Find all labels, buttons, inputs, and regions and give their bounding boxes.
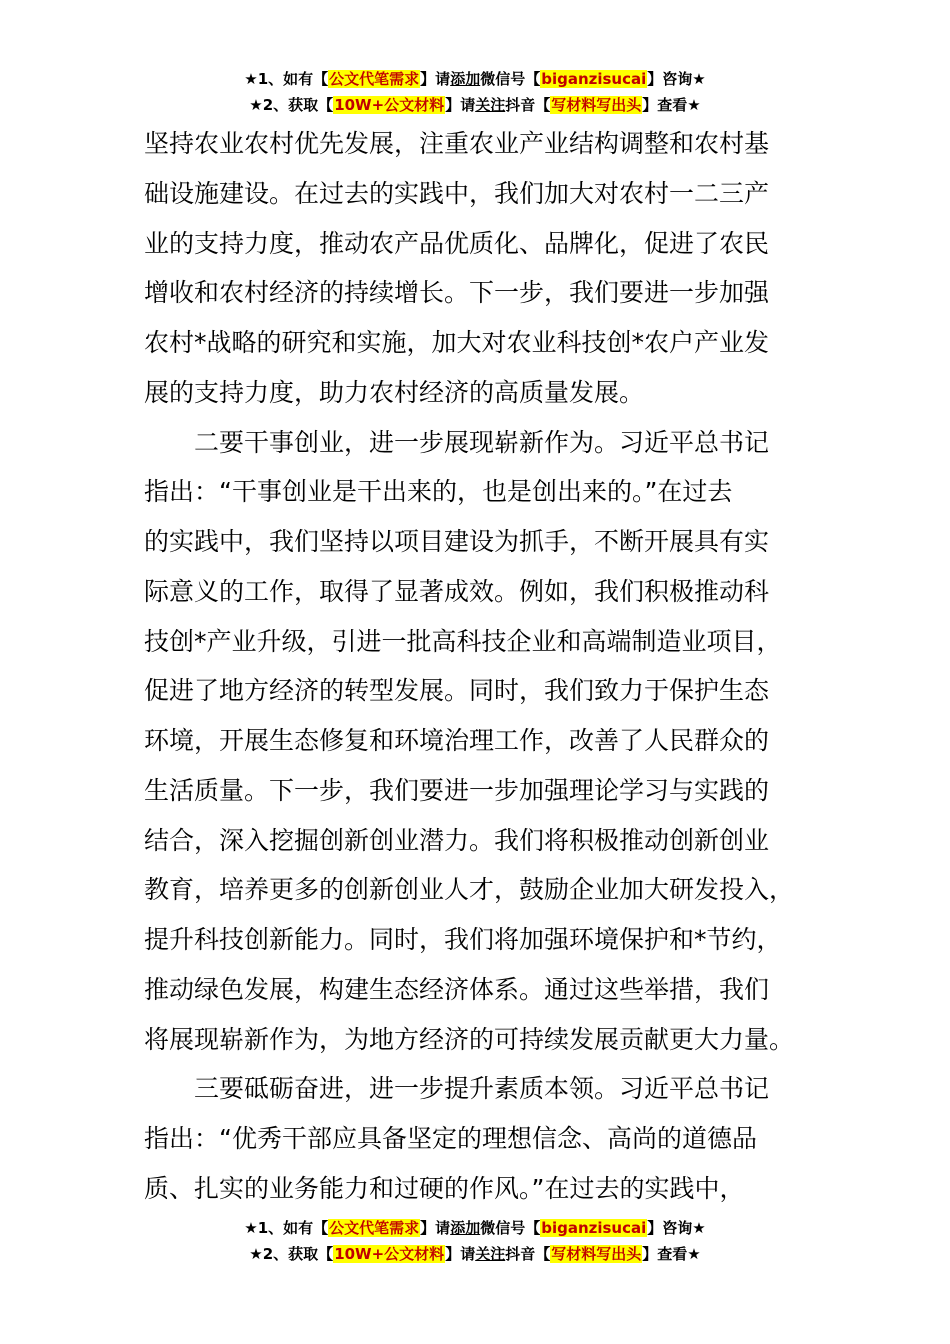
- promo-text: 】请: [420, 70, 451, 88]
- header-promo-banner: [0, 66, 950, 118]
- promo-highlight: 10W+公文材料: [334, 96, 445, 114]
- promo-underlined: 关注: [475, 1245, 506, 1263]
- promo-text: 微信号【: [480, 1219, 541, 1237]
- body-line: 质、扎实的业务能力和过硬的作风。”在过去的实践中，: [144, 1173, 745, 1203]
- paragraph-start-line: 三要砥砺奋进，进一步提升素质本领。习近平总书记: [144, 1074, 770, 1104]
- promo-wechat-id: biganzisucai: [541, 1219, 647, 1237]
- promo-underlined: 添加: [450, 70, 481, 88]
- body-line: 促进了地方经济的转型发展。同时，我们致力于保护生态: [144, 676, 770, 706]
- promo-highlight: 公文代笔需求: [329, 70, 420, 88]
- body-line: 教育，培养更多的创新创业人才，鼓励企业加大研发投入，: [144, 875, 795, 905]
- promo-text: ★1、如有【: [244, 70, 329, 88]
- promo-text: 抖音【: [505, 1245, 551, 1263]
- promo-text: 抖音【: [505, 96, 551, 114]
- body-line: 指出：“优秀干部应具备坚定的理想信念、高尚的道德品: [144, 1124, 757, 1153]
- body-line: 环境，开展生态修复和环境治理工作，改善了人民群众的: [144, 726, 770, 755]
- promo-text: 】请: [445, 1245, 476, 1263]
- body-line: 农村*战略的研究和实施，加大对农业科技创*农户产业发: [144, 328, 770, 357]
- body-line: 指出：“干事创业是干出来的，也是创出来的。”在过去: [144, 477, 733, 507]
- promo-line-2: [0, 92, 950, 118]
- promo-text: ★2、获取【: [249, 96, 334, 114]
- paragraph-start-line: 二要干事创业，进一步展现崭新作为。习近平总书记: [144, 427, 770, 457]
- promo-text: ★1、如有【: [244, 1219, 329, 1237]
- body-line: 础设施建设。在过去的实践中，我们加大对农村一二三产: [144, 178, 770, 208]
- body-line: 展的支持力度，助力农村经济的高质量发展。: [144, 377, 645, 407]
- body-line: 增收和农村经济的持续增长。下一步，我们要进一步加强: [144, 278, 770, 308]
- promo-line-2: [0, 1241, 950, 1267]
- body-line: 将展现崭新作为，为地方经济的可持续发展贡献更大力量。: [144, 1024, 795, 1054]
- body-line: 技创*产业升级，引进一批高科技企业和高端制造业项目，: [144, 626, 782, 656]
- promo-text: ★2、获取【: [249, 1245, 334, 1263]
- promo-text: 】查看★: [642, 1245, 701, 1263]
- body-line: 推动绿色发展，构建生态经济体系。通过这些举措，我们: [144, 974, 770, 1004]
- body-line: 结合，深入挖掘创新创业潜力。我们将积极推动创新创业: [144, 825, 770, 855]
- body-line: 际意义的工作，取得了显著成效。例如，我们积极推动科: [144, 576, 770, 606]
- promo-text: 微信号【: [480, 70, 541, 88]
- body-line: 提升科技创新能力。同时，我们将加强环境保护和*节约，: [144, 925, 782, 954]
- promo-text: 】咨询★: [647, 1219, 706, 1237]
- promo-underlined: 关注: [475, 96, 506, 114]
- promo-douyin-id: 写材料写出头: [551, 96, 642, 114]
- promo-wechat-id: biganzisucai: [541, 70, 647, 88]
- promo-douyin-id: 写材料写出头: [551, 1245, 642, 1263]
- document-body: [144, 119, 806, 1214]
- promo-text: 】咨询★: [647, 70, 706, 88]
- footer-promo-banner: [0, 1215, 950, 1267]
- body-line: 业的支持力度，推动农产品优质化、品牌化，促进了农民: [144, 228, 770, 258]
- promo-line-1: [0, 66, 950, 92]
- promo-highlight: 公文代笔需求: [329, 1219, 420, 1237]
- promo-text: 】请: [420, 1219, 451, 1237]
- body-line: 的实践中，我们坚持以项目建设为抓手，不断开展具有实: [144, 527, 770, 556]
- promo-highlight: 10W+公文材料: [334, 1245, 445, 1263]
- promo-underlined: 添加: [450, 1219, 481, 1237]
- promo-text: 】请: [445, 96, 476, 114]
- body-line: 坚持农业农村优先发展，注重农业产业结构调整和农村基: [144, 129, 770, 158]
- promo-line-1: [0, 1215, 950, 1241]
- promo-text: 】查看★: [642, 96, 701, 114]
- body-line: 生活质量。下一步，我们要进一步加强理论学习与实践的: [144, 775, 770, 805]
